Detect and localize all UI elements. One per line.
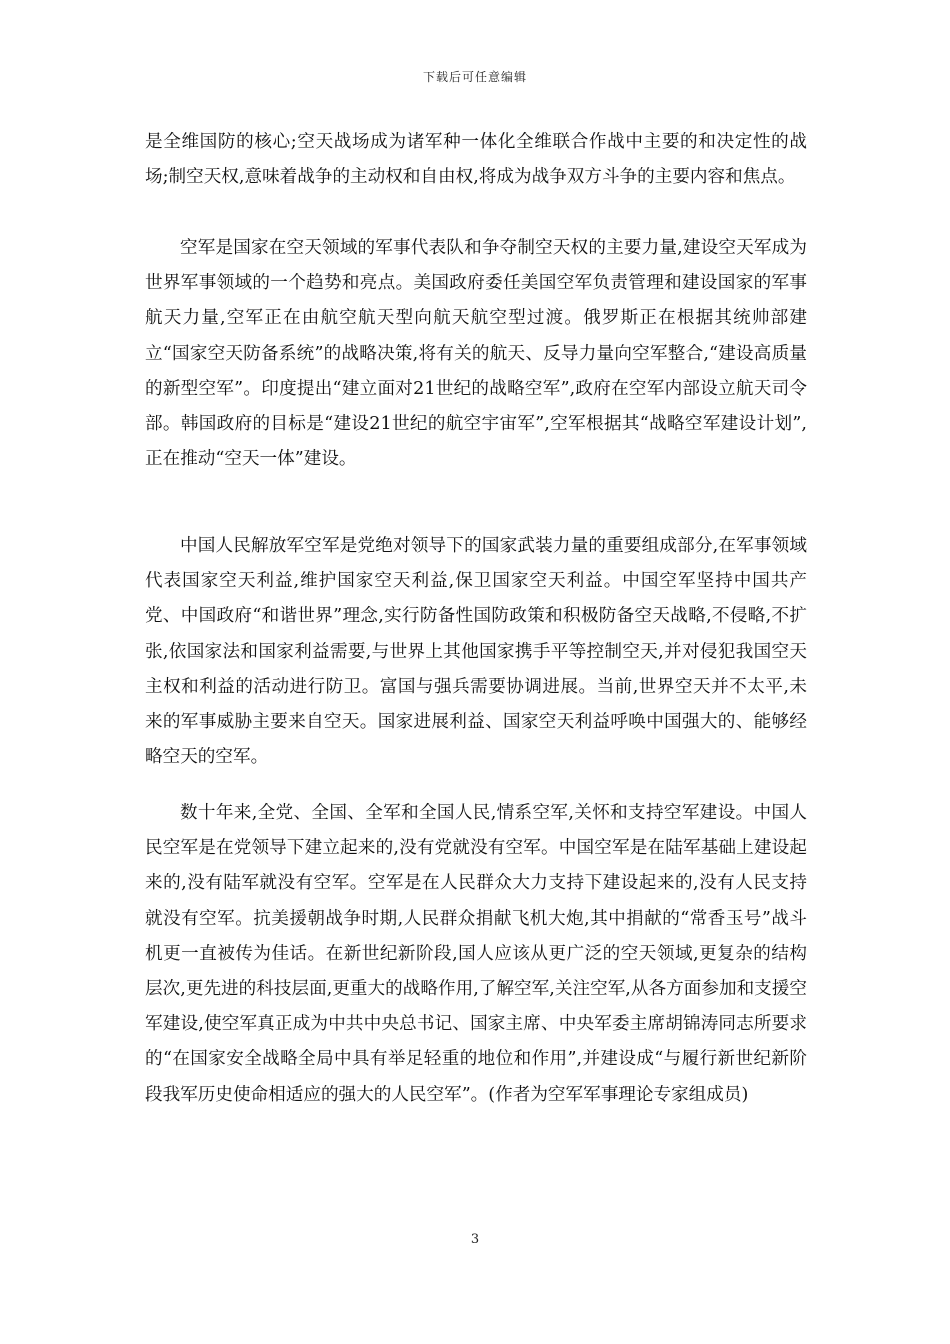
page-header: 下载后可任意编辑 (422, 70, 527, 84)
paragraph-2: 空军是国家在空天领域的军事代表队和争夺制空天权的主要力量,建设空天军成为世界军事领域的一个趋势和亮点。美国政府委任美国空军负责管理和建设国家的军事航天力量,空军正在由航空航天型向航天航空型过渡。俄罗斯正在根据其统帅部建立“国家空天防备系统”的战略决策,将有关的航天、反导力量向空军整合,“建设高质量的新型空军”。印度提出“建立面对21世纪的战略空军”,政府在空军内部设立航天司令部。韩国政府的目标是“建设21世纪的航空宇宙军”,空军根据其“战略空军建设计划”,正在推动“空天一体”建设。 (145, 238, 807, 470)
paragraph-3: 中国人民解放军空军是党绝对领导下的国家武装力量的重要组成部分,在军事领域代表国家空天利益,维护国家空天利益,保卫国家空天利益。中国空军坚持中国共产党、中国政府“和谐世界”理念,实行防备性国防政策和积极防备空天战略,不侵略,不扩张,依国家法和国家利益需要,与世界上其他国家携手平等控制空天,并对侵犯我国空天主权和利益的活动进行防卫。富国与强兵需要协调进展。当前,世界空天并不太平,未来的军事威胁主要来自空天。国家进展利益、国家空天利益呼唤中国强大的、能够经略空天的空军。 (145, 536, 807, 768)
paragraph-block-3 (145, 529, 807, 775)
page-number: 3 (470, 1232, 480, 1247)
paragraph-1: 是全维国防的核心;空天战场成为诸军种一体化全维联合作战中主要的和决定性的战场;制空天权,意味着战争的主动权和自由权,将成为战争双方斗争的主要内容和焦点。 (145, 132, 807, 188)
paragraph-block-2 (145, 231, 807, 477)
paragraph-continuation (145, 125, 807, 195)
paragraph-4: 数十年来,全党、全国、全军和全国人民,情系空军,关怀和支持空军建设。中国人民空军是在党领导下建立起来的,没有党就没有空军。中国空军是在陆军基础上建设起来的,没有陆军就没有空军。空军是在人民群众大力支持下建设起来的,没有人民支持就没有空军。抗美援朝战争时期,人民群众捐献飞机大炮,其中捐献的“常香玉号”战斗机更一直被传为佳话。在新世纪新阶段,国人应该从更广泛的空天领域,更复杂的结构层次,更先进的科技层面,更重大的战略作用,了解空军,关注空军,从各方面参加和支援空军建设,使空军真正成为中共中央总书记、国家主席、中央军委主席胡锦涛同志所要求的“在国家安全战略全局中具有举足轻重的地位和作用”,并建设成“与履行新世纪新阶段我军历史使命相适应的强大的人民空军”。(作者为空军军事理论专家组成员) (145, 803, 807, 1105)
paragraph-block-4 (145, 796, 807, 1113)
